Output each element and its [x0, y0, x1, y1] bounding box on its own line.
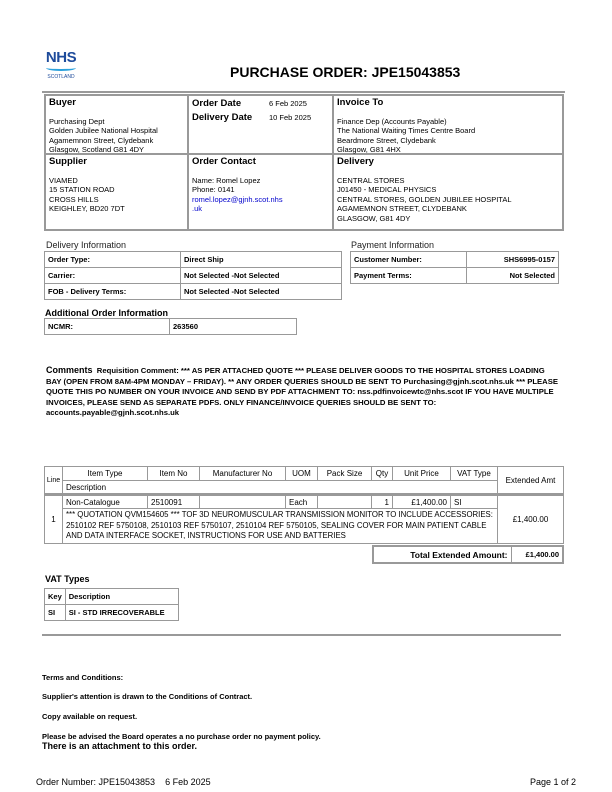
cell-unit-price: £1,400.00 — [393, 495, 451, 509]
col-manufacturer-no: Manufacturer No — [200, 467, 286, 481]
invoice-line: Beardmore Street, Clydebank — [337, 135, 436, 145]
contact-email-link[interactable]: romel.lopez@gjnh.scot.nhs — [192, 194, 283, 204]
col-line: Line — [45, 467, 63, 495]
line-items-table — [44, 466, 564, 544]
delivery-line: J01450 - MEDICAL PHYSICS — [337, 185, 437, 194]
row-label: Carrier: — [45, 268, 181, 284]
total-value: £1,400.00 — [511, 546, 563, 563]
buyer-cell — [46, 96, 189, 155]
footer-order-info — [36, 777, 211, 787]
col-vat-type: VAT Type — [451, 467, 498, 481]
additional-info-table — [44, 318, 297, 335]
nhs-scotland-logo — [44, 50, 78, 80]
table-row — [45, 268, 342, 284]
col-description: Description — [63, 481, 498, 495]
table-row — [351, 268, 559, 284]
contact-email-link-cont[interactable]: .uk — [192, 204, 203, 213]
buyer-line: Agamemnon Street, Clydebank — [49, 135, 154, 145]
cell-description: *** QUOTATION QVM154605 *** TOF 3D NEUROMUSCULAR TRANSMISSION MONITOR TO INCLUDE ACCESSORIES: 2510102 REF 5750108, 2510103 REF 5750107, 2510104 REF 5750105, SEALING COVER FOR MAIN PATIENT CABLE AND DATA INTERFACE SOCKET, INSTRUCTIONS FOR USE AND BATTERIES — [63, 509, 498, 544]
total-label: Total Extended Amount: — [373, 546, 511, 563]
buyer-heading: Buyer — [49, 97, 76, 108]
cell-key: SI — [45, 605, 66, 621]
footer-page-number: Page 1 of 2 — [529, 777, 576, 787]
table-row — [45, 252, 342, 268]
cell-item-no: 2510091 — [148, 495, 200, 509]
header-divider — [42, 91, 565, 93]
logo-text: NHS — [45, 49, 77, 66]
terms-line: Please be advised the Board operates a no purchase order no payment policy. — [42, 732, 321, 741]
payment-info-heading: Payment Information — [351, 240, 435, 250]
footer-order-number: Order Number: JPE15043853 — [36, 777, 156, 787]
supplier-line: VIAMED — [49, 175, 78, 185]
delivery-line: CENTRAL STORES — [337, 175, 405, 185]
row-label: Payment Terms: — [351, 268, 467, 284]
delivery-heading: Delivery — [337, 156, 374, 167]
payment-info-table — [350, 251, 559, 284]
col-unit-price: Unit Price — [393, 467, 451, 481]
additional-info-heading: Additional Order Information — [45, 308, 168, 318]
cell-pack-size — [318, 495, 372, 509]
row-value: Not Selected -Not Selected — [181, 284, 342, 300]
cell-manufacturer-no — [200, 495, 286, 509]
row-value: SHS6995-0157 — [467, 252, 559, 268]
row-value: Not Selected -Not Selected — [181, 268, 342, 284]
comments-block — [46, 365, 562, 419]
attachment-notice: There is an attachment to this order. — [42, 741, 198, 751]
buyer-line: Glasgow, Scotland G81 4DY — [49, 145, 145, 154]
vat-types-table — [44, 588, 179, 621]
terms-divider — [42, 634, 561, 636]
table-row — [45, 284, 342, 300]
delivery-line: GLASGOW, G81 4DY — [337, 213, 411, 223]
row-value: Direct Ship — [181, 252, 342, 268]
supplier-line: 15 STATION ROAD — [49, 185, 115, 194]
supplier-heading: Supplier — [49, 156, 88, 167]
col-pack-size: Pack Size — [318, 467, 372, 481]
cell-vat-type: SI — [451, 495, 498, 509]
table-row — [351, 252, 559, 268]
terms-line: Supplier's attention is drawn to the Conditions of Contract. — [42, 692, 253, 701]
row-label: FOB - Delivery Terms: — [45, 284, 181, 300]
total-table — [372, 545, 564, 564]
buyer-line: Golden Jubilee National Hospital — [49, 126, 158, 135]
col-item-no: Item No — [148, 467, 200, 481]
row-value: Not Selected — [467, 268, 559, 284]
delivery-info-heading: Delivery Information — [46, 240, 127, 250]
col-description: Description — [65, 589, 178, 605]
col-extended-amt: Extended Amt — [498, 467, 564, 495]
contact-phone: Phone: 0141 — [192, 185, 235, 194]
row-value: 263560 — [170, 319, 297, 335]
col-key: Key — [45, 589, 66, 605]
header-row — [45, 481, 564, 495]
delivery-date-value: 10 Feb 2025 — [269, 113, 312, 122]
supplier-line: KEIGHLEY, BD20 7DT — [49, 204, 125, 213]
cell-qty: 1 — [372, 495, 393, 509]
order-date-value: 6 Feb 2025 — [269, 99, 307, 108]
invoice-line: Glasgow, G81 4HX — [337, 145, 401, 154]
contact-name: Name: Romel Lopez — [192, 175, 261, 185]
col-uom: UOM — [286, 467, 318, 481]
row-label: Order Type: — [45, 252, 181, 268]
comments-text: Requisition Comment: *** AS PER ATTACHED QUOTE *** PLEASE DELIVER GOODS TO THE HOSPITAL STORES LOADING BAY (OPEN FROM 8AM-4PM MONDAY – FRIDAY). ** ANY ORDER QUERIES SHOULD BE SENT TO Purchasing@gjnh.scot.nhs.uk *** PLEASE QUOTE THIS PO NUMBER ON YOUR INVOICE AND SEND BY PDF ATTACHMENT TO: nss.pdfinvoicewtc@nhs.scot IF YOU HAVE MULTIPLE INVOICES, PLEASE SEND AS SEPARATE PDFS. ONLY FINANCE/INVOICE QUERIES SHOULD BE SENT TO: accounts.payable@gjnh.scot.nhs.uk — [46, 366, 558, 417]
delivery-cell — [334, 155, 564, 229]
cell-item-type: Non-Catalogue — [63, 495, 148, 509]
delivery-line: CENTRAL STORES, GOLDEN JUBILEE HOSPITAL — [337, 194, 512, 204]
table-row — [45, 495, 564, 509]
delivery-line: AGAMEMNON STREET, CLYDEBANK — [337, 204, 467, 213]
cell-description: SI - STD IRRECOVERABLE — [65, 605, 178, 621]
header-row — [45, 467, 564, 481]
cell-extended-amt: £1,400.00 — [498, 495, 564, 544]
order-date-label: Order Date — [192, 98, 242, 109]
terms-line: Copy available on request. — [42, 712, 138, 721]
logo-subtext: SCOTLAND — [47, 74, 75, 80]
invoice-to-cell — [334, 96, 564, 155]
order-contact-cell — [189, 155, 334, 229]
col-qty: Qty — [372, 467, 393, 481]
table-row — [45, 319, 297, 335]
header-row — [45, 589, 179, 605]
vat-types-heading: VAT Types — [45, 574, 90, 584]
order-contact-heading: Order Contact — [192, 156, 256, 167]
supplier-cell — [46, 155, 189, 229]
cell-line: 1 — [45, 495, 63, 544]
comments-label: Comments — [46, 365, 93, 375]
invoice-to-heading: Invoice To — [337, 97, 384, 108]
page-title: PURCHASE ORDER: JPE15043853 — [230, 64, 461, 80]
dates-cell — [189, 96, 334, 155]
col-item-type: Item Type — [63, 467, 148, 481]
table-row — [45, 605, 179, 621]
supplier-line: CROSS HILLS — [49, 194, 99, 204]
table-row — [373, 546, 563, 563]
terms-heading: Terms and Conditions: — [42, 673, 124, 682]
row-label: Customer Number: — [351, 252, 467, 268]
delivery-info-table — [44, 251, 342, 300]
table-row — [45, 509, 564, 544]
invoice-line: Finance Dep (Accounts Payable) — [337, 116, 447, 126]
row-label: NCMR: — [45, 319, 170, 335]
cell-uom: Each — [286, 495, 318, 509]
invoice-line: The National Waiting Times Centre Board — [337, 126, 476, 135]
delivery-date-label: Delivery Date — [192, 112, 253, 123]
buyer-line: Purchasing Dept — [49, 116, 105, 126]
address-grid — [44, 94, 564, 231]
footer-date: 6 Feb 2025 — [165, 777, 211, 787]
